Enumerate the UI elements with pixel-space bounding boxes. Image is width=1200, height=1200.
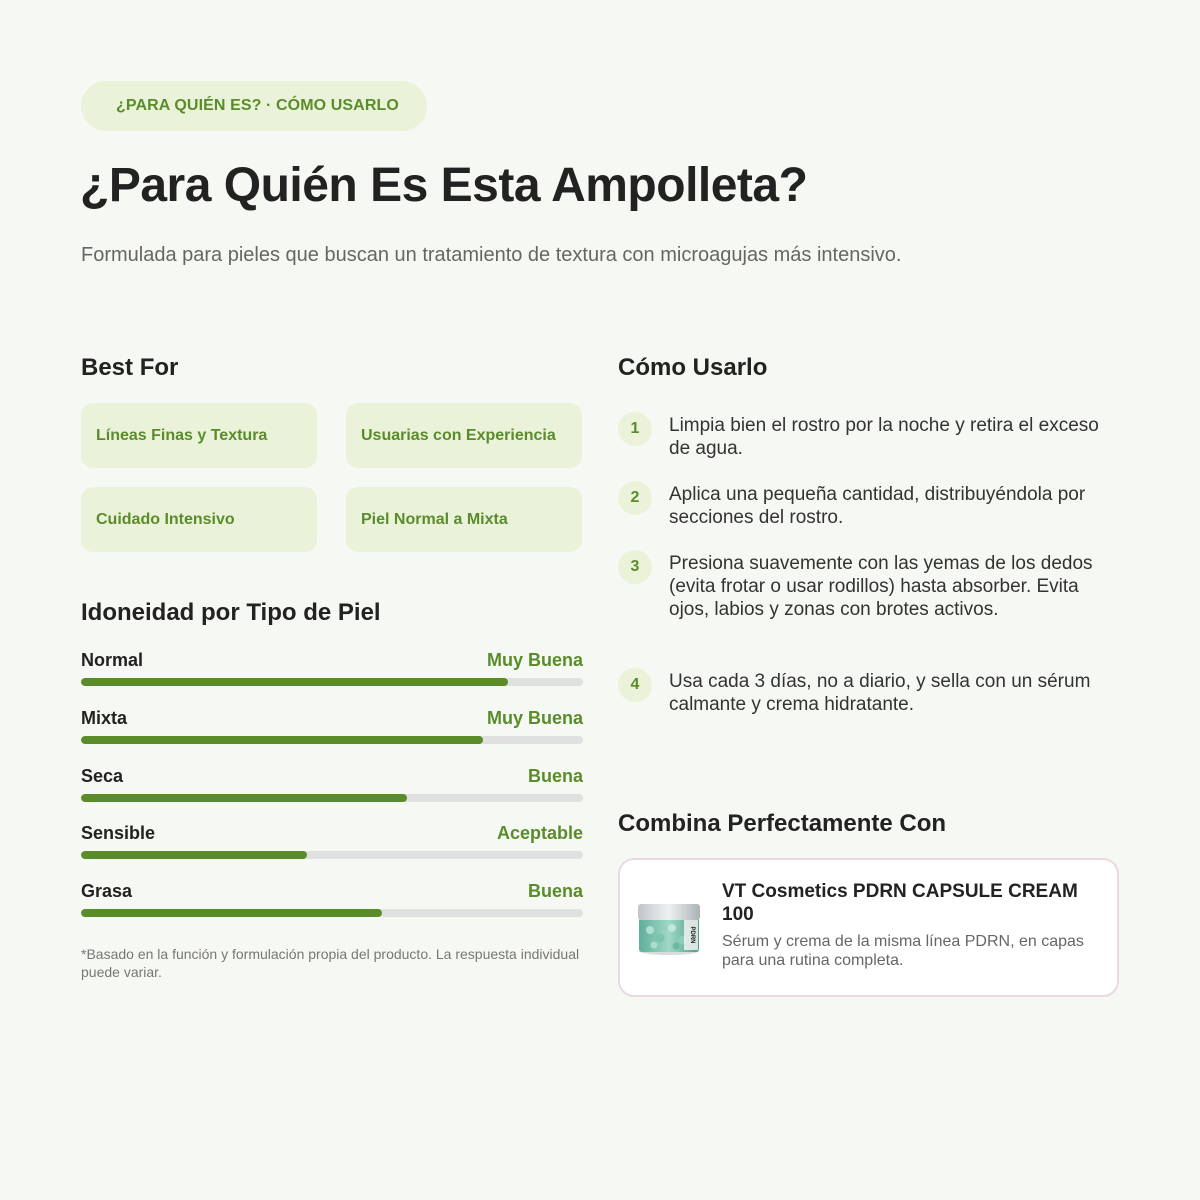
skin-type-label: Mixta (81, 708, 128, 728)
suitability-bar (81, 851, 583, 859)
paired-product-name[interactable]: VT Cosmetics PDRN CAPSULE CREAM 100 (722, 881, 1078, 925)
product-jar-image (636, 900, 702, 956)
suitability-bar-fill (81, 851, 307, 859)
step-text: Presiona suavemente con las yemas de los dedos (evita frotar o usar rodillos) hasta absorber. Evita ojos, labios y zonas con brotes activos. (669, 553, 1093, 620)
step-number-badge: 4 (618, 668, 652, 702)
suitability-bar (81, 794, 583, 802)
suitability-bar-fill (81, 909, 382, 917)
suitability-row (81, 766, 583, 806)
step-text: Usa cada 3 días, no a diario, y sella con un sérum calmante y crema hidratante. (669, 671, 1091, 715)
best-for-tag: Líneas Finas y Textura (81, 403, 317, 468)
step-text: Aplica una pequeña cantidad, distribuyéndola por secciones del rostro. (669, 484, 1086, 528)
pairing-title: Combina Perfectamente Con (618, 810, 947, 837)
skin-type-label: Normal (81, 650, 144, 670)
step-number-badge: 3 (618, 550, 652, 584)
suitability-rating: Muy Buena (486, 650, 583, 670)
skin-type-label: Grasa (81, 881, 133, 901)
page-title: ¿Para Quién Es Esta Ampolleta? (80, 159, 808, 212)
page-subtitle: Formulada para pieles que buscan un tratamiento de textura con microagujas más intensivo. (81, 244, 902, 266)
skin-type-label: Sensible (81, 823, 156, 843)
suitability-bar-fill (81, 794, 407, 802)
suitability-rating: Buena (527, 881, 583, 901)
step-number-badge: 2 (618, 481, 652, 515)
suitability-title: Idoneidad por Tipo de Piel (81, 599, 381, 626)
suitability-row (81, 823, 583, 863)
suitability-rating: Buena (527, 766, 583, 786)
suitability-footnote: *Basado en la función y formulación propia del producto. La respuesta individual puede variar. (81, 946, 580, 980)
suitability-bar (81, 678, 583, 686)
best-for-title: Best For (81, 354, 179, 381)
suitability-rating: Aceptable (496, 823, 583, 843)
paired-product-card[interactable] (618, 858, 1119, 997)
paired-product-description: Sérum y crema de la misma línea PDRN, en capas para una rutina completa. (722, 933, 1084, 969)
best-for-tag: Usuarias con Experiencia (346, 403, 582, 468)
skin-type-label: Seca (81, 766, 124, 786)
step-number-badge: 1 (618, 412, 652, 446)
best-for-tag: Cuidado Intensivo (81, 487, 317, 552)
suitability-bar (81, 909, 583, 917)
how-to-title: Cómo Usarlo (618, 354, 768, 381)
suitability-row (81, 881, 583, 921)
suitability-row (81, 708, 583, 748)
svg-text:PDRN: PDRN (689, 926, 695, 944)
suitability-bar-fill (81, 736, 483, 744)
suitability-row (81, 650, 583, 690)
suitability-bar (81, 736, 583, 744)
best-for-tag: Piel Normal a Mixta (346, 487, 582, 552)
section-pill: ¿PARA QUIÉN ES? · CÓMO USARLO (81, 81, 427, 131)
suitability-bar-fill (81, 678, 508, 686)
step-text: Limpia bien el rostro por la noche y retira el exceso de agua. (669, 415, 1099, 459)
suitability-rating: Muy Buena (486, 708, 583, 728)
